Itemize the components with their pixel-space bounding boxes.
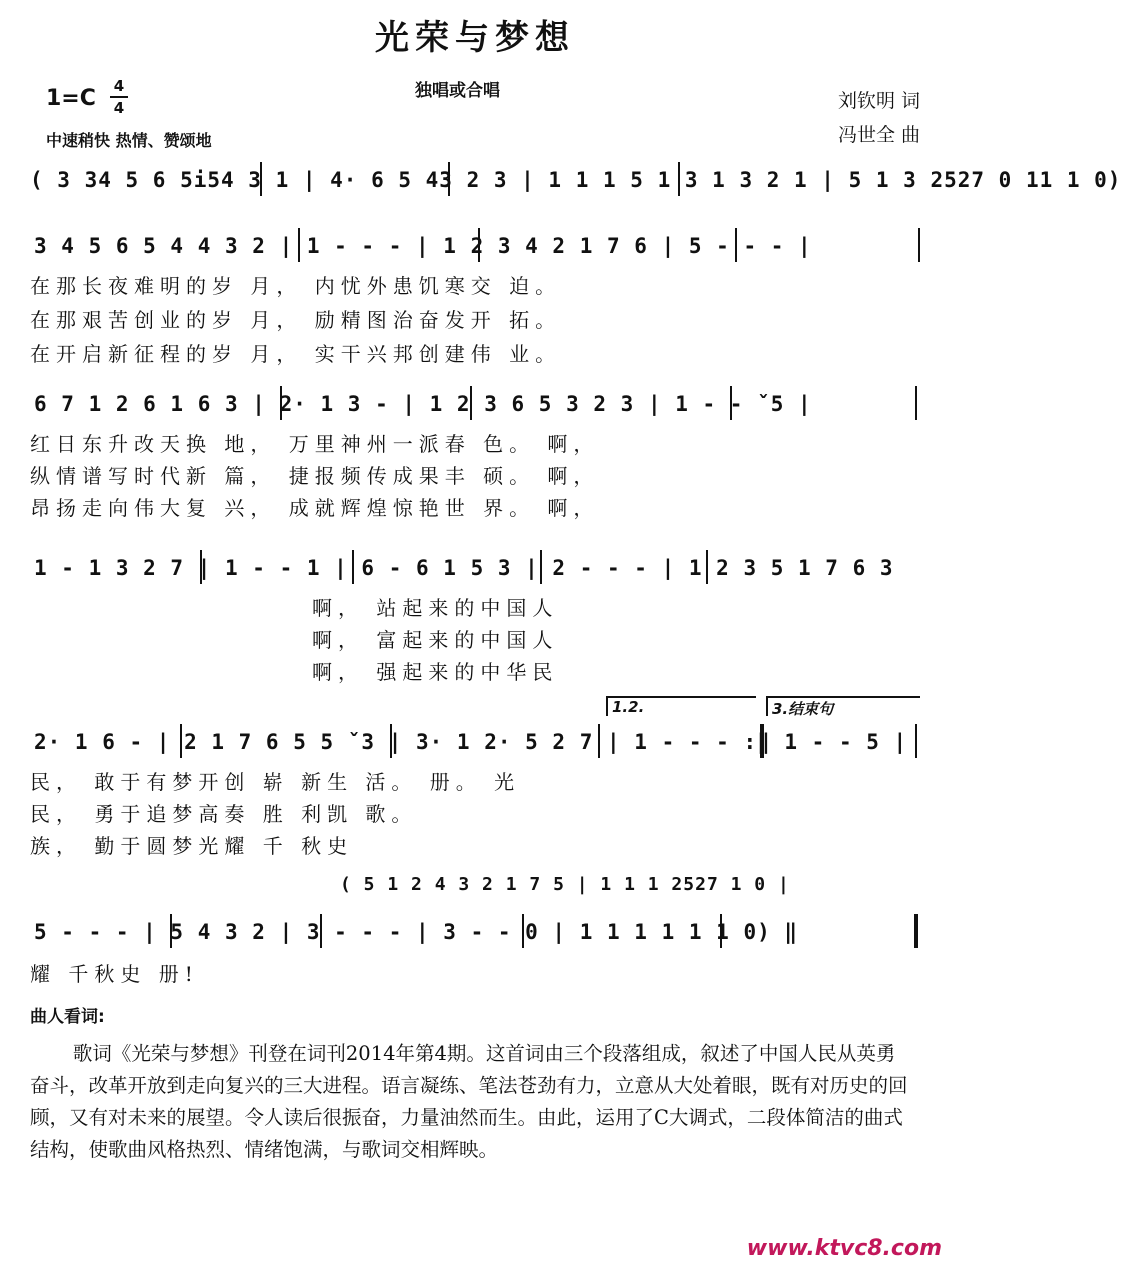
system-2-lyric-verse-2: 在那艰苦创业的岁 月， 励精图治奋发开 拓。 [30,308,562,332]
time-signature-bottom: 4 [110,96,128,118]
lyricist-credit: 刘钦明 词 [837,90,920,112]
song-title: 光荣与梦想 [375,18,575,58]
commentary-heading: 曲人看词: [30,1007,105,1027]
system-6-notes: 5 - - - | 5 4 3 2 | 3 - - - | 3 - - 0 | 1 1 1 1 1 1 0) ‖ [34,920,799,944]
system-4-lyric-verse-3: 啊， 强起来的中华民 [312,660,559,684]
volta-1-label: 1.2. [612,698,645,716]
system-2-lyric-verse-1: 在那长夜难明的岁 月， 内忧外患饥寒交 迫。 [30,274,562,298]
system-1-notes: ( 3 34 5 6 5i54 3 1 | 4· 6 5 43 2 3 | 1 1 1 5 1 3 1 3 2 1 | 5 1 3 2527 0 11 1 0) [30,168,1121,192]
tempo-marking: 中速稍快 热情、赞颂地 [46,131,212,150]
performance-form: 独唱或合唱 [415,81,500,101]
system-3-lyric-verse-3: 昂扬走向伟大复 兴， 成就辉煌惊艳世 界。 啊， [30,496,600,520]
time-signature-top: 4 [113,77,125,95]
system-6-upper-notes: ( 5 1 2 4 3 2 1 7 5 | 1 1 1 2527 1 0 | [340,874,790,895]
watermark: www.ktvc8.com [746,1236,942,1261]
system-3-notes: 6 7 1 2 6 1 6 3 | 2· 1 3 - | 1 2 3 6 5 3 2 3 | 1 - - ˇ5 | [34,392,812,416]
volta-2-bracket-end [766,696,768,716]
volta-1-bracket-end [606,696,608,716]
system-5-notes: 2· 1 6 - | 2 1 7 6 5 5 ˇ3 | 3· 1 2· 5 2 7 | 1 - - - :‖ 1 - - 5 | [34,730,908,754]
system-5-lyric-verse-2: 民， 勇于追梦高奏 胜 利凯 歌。 [30,802,418,826]
system-4-lyric-verse-2: 啊， 富起来的中国人 [312,628,559,652]
volta-2-label: 3.结束句 [772,700,834,718]
system-5-lyric-verse-3: 族， 勤于圆梦光耀 千 秋史 [30,834,354,858]
system-2-lyric-verse-3: 在开启新征程的岁 月， 实干兴邦创建伟 业。 [30,342,562,366]
time-signature [110,76,128,118]
system-6-lyric: 耀 千秋史 册! [30,962,199,986]
commentary-text: 歌词《光荣与梦想》刊登在词刊2014年第4期。这首词由三个段落组成，叙述了中国人民从英勇奋斗，改革开放到走向复兴的三大进程。语言凝练、笔法苍劲有力，立意从大处着眼，既有对历史的回顾，又有对未来的展望。令人读后很振奋，力量油然而生。由此，运用了C大调式，二段体简洁的曲式结构，使歌曲风格热烈、情绪饱满，与歌词交相辉映。 [30,1042,908,1161]
system-3-lyric-verse-1: 红日东升改天换 地， 万里神州一派春 色。 啊， [30,432,600,456]
system-4-lyric-verse-1: 啊， 站起来的中国人 [312,596,559,620]
system-4-notes: 1 - 1 3 2 7 | 1 - - 1 | 6 - 6 1 5 3 | 2 - - - | 1 2 3 5 1 7 6 3 [34,556,894,580]
system-3-lyric-verse-2: 纵情谱写时代新 篇， 捷报频传成果丰 硕。 啊， [30,464,600,488]
key-signature: 1=C [46,86,96,111]
system-5-lyric-verse-1: 民， 敢于有梦开创 崭 新生 活。 册。 光 [30,770,521,794]
composer-credit: 冯世全 曲 [837,124,920,146]
system-2-notes: 3 4 5 6 5 4 4 3 2 | 1 - - - | 1 2 3 4 2 1 7 6 | 5 - - - | [34,234,812,258]
